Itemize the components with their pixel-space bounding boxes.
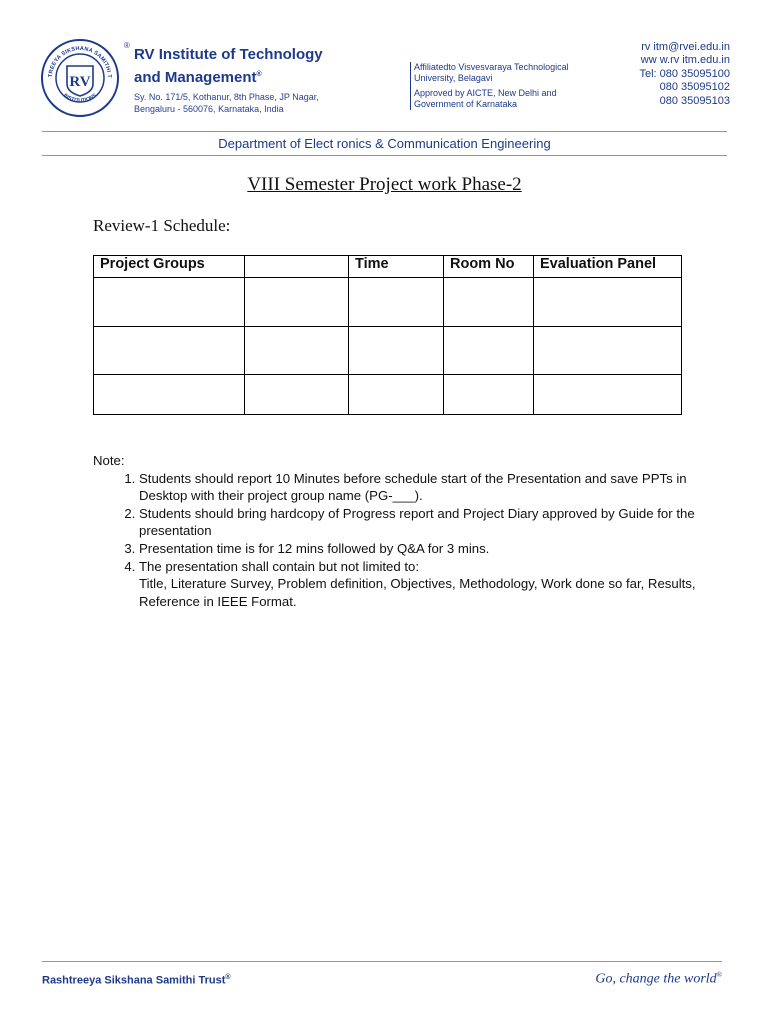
affiliation-line1: Affiliatedto Visvesvaraya Technological [414, 62, 569, 72]
table-cell[interactable] [349, 278, 444, 327]
table-cell[interactable] [534, 375, 682, 415]
footer-trust: Rashtreeya Sikshana Samithi Trust [42, 974, 226, 987]
table-header-row [94, 256, 682, 278]
table-cell[interactable] [444, 278, 534, 327]
table-cell[interactable] [444, 327, 534, 375]
table-row [94, 375, 682, 415]
note-label: Note: [93, 453, 125, 468]
logo-center-text: RV [69, 74, 91, 90]
institution-name-line2-wrap [134, 65, 364, 88]
logo-ring-text: TREEYA SIKSHANA SAMITHI T [47, 45, 113, 79]
address-line1: Sy. No. 171/5, Kothanur, 8th Phase, JP Nagar, [134, 92, 319, 102]
logo-bottom-text: INSTITUTIONS [62, 92, 98, 105]
affiliation-line2: University, Belagavi [414, 73, 493, 83]
list-item: 1. Students should report 10 Minutes before schedule start of the Presentation and save PPTs in Desktop with their project group name (PG-___). [139, 470, 705, 505]
list-item-text: The presentation shall contain but not limited to: [139, 558, 420, 574]
header-evaluation-panel: Evaluation Panel [534, 256, 682, 278]
table-cell[interactable] [94, 327, 245, 375]
table-cell[interactable] [245, 327, 349, 375]
telephone-2: 080 35095102 [659, 81, 730, 94]
affiliation-block [410, 62, 614, 110]
footer-tagline-wrap [595, 971, 722, 988]
table-cell[interactable] [349, 327, 444, 375]
footer-tagline-mark: ® [716, 971, 722, 979]
table-cell[interactable] [349, 375, 444, 415]
table-row [94, 327, 682, 375]
approval-line1: Approved by AICTE, New Delhi and [414, 88, 557, 98]
table-cell[interactable] [245, 375, 349, 415]
header-rule-top [42, 131, 727, 132]
table-row [94, 278, 682, 327]
telephone-3: 080 35095103 [659, 94, 730, 107]
address-line2: Bengaluru - 560076, Karnataka, India [134, 104, 284, 114]
website-link[interactable]: ww w.rv itm.edu.in [640, 54, 730, 67]
approval-line2: Government of Karnataka [414, 99, 518, 109]
footer-trust-mark: ® [225, 974, 231, 981]
table-cell[interactable] [94, 375, 245, 415]
contact-block [590, 41, 730, 108]
header-room-no: Room No [444, 256, 534, 278]
table-cell[interactable] [444, 375, 534, 415]
review-heading: Review-1 Schedule: [93, 216, 231, 235]
list-item [139, 558, 705, 611]
institution-logo [40, 38, 120, 118]
institution-name-line1: RV Institute of Technology [134, 46, 323, 63]
logo-registered-mark: ® [124, 41, 130, 50]
institution-block [134, 45, 364, 115]
notes-section [93, 452, 705, 610]
header-blank [245, 256, 349, 278]
department-name: Department of Elect ronics & Communication Engineering [218, 136, 551, 151]
table-cell[interactable] [534, 327, 682, 375]
list-item: 3. Presentation time is for 12 mins followed by Q&A for 3 mins. [139, 540, 705, 558]
header-project-groups: Project Groups [94, 256, 245, 278]
table-cell[interactable] [94, 278, 245, 327]
schedule-table [93, 255, 682, 415]
notes-list [93, 470, 705, 611]
list-item-continuation: Title, Literature Survey, Problem definition, Objectives, Methodology, Work done so far, Results, Reference in IEEE Format. [139, 576, 696, 609]
document-title: VIII Semester Project work Phase-2 [247, 174, 522, 195]
footer-rule [42, 961, 722, 962]
email-link[interactable]: rv itm@rvei.edu.in [641, 41, 730, 53]
telephone-1: Tel: 080 35095100 [639, 67, 730, 80]
registered-mark: ® [256, 71, 262, 78]
header-time: Time [349, 256, 444, 278]
institution-name-line2: and Management [134, 69, 257, 86]
list-item: 2. Students should bring hardcopy of Progress report and Project Diary approved by Guide for the presentation [139, 505, 705, 540]
footer-tagline: Go, change the world [595, 971, 717, 987]
table-cell[interactable] [534, 278, 682, 327]
header-rule-bottom [42, 155, 727, 156]
footer-trust-wrap [42, 974, 231, 987]
table-cell[interactable] [245, 278, 349, 327]
